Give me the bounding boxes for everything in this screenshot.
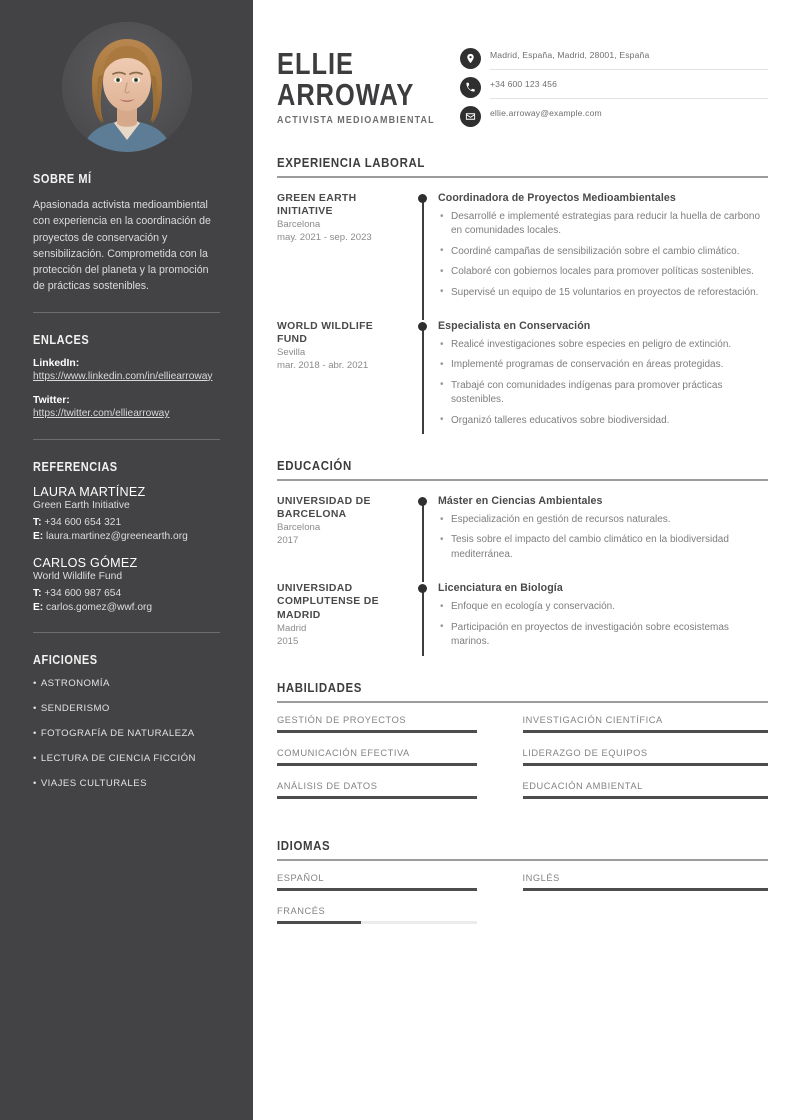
degree-title: Máster en Ciencias Ambientales	[438, 495, 603, 508]
divider	[33, 632, 220, 633]
link-item-linkedin	[33, 358, 220, 385]
school-location: Barcelona	[277, 522, 321, 534]
language-label: ESPAÑOL	[277, 873, 325, 884]
timeline-line	[422, 501, 424, 582]
skill-bar-fill	[523, 763, 769, 766]
skill-bar	[277, 796, 477, 799]
bullet-item: • Colaboré con gobiernos locales para promover políticas sostenibles.	[438, 265, 768, 279]
experience-entry	[277, 192, 768, 306]
divider	[277, 859, 768, 861]
link-label: LinkedIn:	[33, 357, 80, 369]
divider	[277, 701, 768, 703]
divider	[33, 312, 220, 313]
timeline	[415, 495, 434, 568]
experience-entry	[277, 320, 768, 434]
entry-body	[434, 320, 768, 434]
contact-list	[460, 34, 768, 131]
avatar	[62, 22, 192, 152]
reference-item	[33, 556, 220, 615]
language-bar-fill	[523, 888, 769, 891]
bullet-item: • Organizó talleres educativos sobre biodiversidad.	[438, 414, 768, 428]
last-name: ARROWAY	[277, 77, 415, 112]
languages-heading: IDIOMAS	[277, 838, 331, 854]
bullet-item: • Implementé programas de conservación en áreas protegidas.	[438, 358, 768, 372]
contact-address: Madrid, España, Madrid, 28001, España	[490, 48, 768, 70]
divider	[33, 439, 220, 440]
skill-item	[277, 715, 523, 733]
hobby-label: FOTOGRAFÍA DE NATURALEZA	[40, 727, 195, 739]
skill-bar	[523, 763, 769, 766]
skill-item	[523, 715, 769, 733]
entry-meta	[277, 582, 415, 655]
reference-phone	[33, 516, 220, 530]
contact-row-address	[460, 44, 768, 73]
reference-email	[33, 601, 220, 615]
language-bar-fill	[277, 888, 477, 891]
sidebar	[0, 0, 253, 1120]
language-label: FRANCÉS	[277, 906, 326, 917]
timeline	[415, 192, 434, 306]
timeline-line	[422, 326, 424, 434]
email-label: E:	[33, 601, 44, 613]
job-title: Coordinadora de Proyectos Medioambientales	[438, 192, 676, 204]
contact-row-phone	[460, 73, 768, 102]
email-label: E:	[33, 530, 44, 542]
language-item	[277, 873, 523, 891]
education-entry	[277, 495, 768, 568]
skill-item	[523, 748, 769, 766]
entry-meta	[277, 192, 415, 306]
education-heading: EDUCACIÓN	[277, 458, 352, 474]
about-heading: SOBRE MÍ	[33, 172, 92, 186]
name-block	[277, 34, 456, 126]
experience-section	[277, 155, 768, 434]
hobby-item	[33, 728, 220, 739]
divider	[277, 479, 768, 481]
employer-name: GREEN EARTH INITIATIVE	[277, 193, 357, 218]
hobby-label: ASTRONOMÍA	[40, 677, 110, 689]
avatar-container	[33, 22, 220, 152]
entry-body	[434, 192, 768, 306]
hobby-label: VIAJES CULTURALES	[40, 777, 147, 789]
language-bar-fill	[277, 921, 361, 924]
language-item	[277, 906, 523, 924]
skill-bar	[523, 796, 769, 799]
employer-location: Sevilla	[277, 347, 306, 359]
skill-item	[523, 781, 769, 799]
bullet-item: • Desarrollé e implementé estrategias para reducir la huella de carbono en comunidades locales.	[438, 210, 768, 239]
reference-item	[33, 485, 220, 544]
education-entry	[277, 582, 768, 655]
link-url-twitter[interactable]: https://twitter.com/elliearroway	[33, 408, 170, 420]
skills-section	[277, 680, 768, 815]
bullet-item: • Especialización en gestión de recursos naturales.	[438, 513, 768, 527]
bullet-icon: •	[33, 702, 37, 714]
employer-location: Barcelona	[277, 219, 321, 231]
link-item-twitter	[33, 395, 220, 422]
skill-label: ANÁLISIS DE DATOS	[277, 780, 378, 791]
skill-label: LIDERAZGO DE EQUIPOS	[522, 747, 648, 758]
header	[277, 34, 768, 131]
education-section	[277, 458, 768, 655]
skill-bar-fill	[523, 730, 769, 733]
timeline-line	[422, 588, 424, 655]
email-value: laura.martinez@greenearth.org	[46, 530, 188, 542]
links-section	[33, 333, 220, 440]
employment-dates: mar. 2018 - abr. 2021	[277, 360, 369, 372]
email-value: carlos.gomez@wwf.org	[46, 601, 153, 613]
entry-body	[434, 495, 768, 568]
entry-meta	[277, 495, 415, 568]
phone-value: +34 600 987 654	[44, 587, 122, 599]
school-name: UNIVERSIDAD DE BARCELONA	[277, 496, 371, 521]
links-heading: ENLACES	[33, 332, 90, 347]
timeline-dot-icon	[418, 322, 427, 331]
skill-label: INVESTIGACIÓN CIENTÍFICA	[522, 714, 663, 725]
skill-item	[277, 781, 523, 799]
skill-bar-fill	[523, 796, 769, 799]
bullet-item: • Trabajé con comunidades indígenas para promover prácticas sostenibles.	[438, 379, 768, 408]
reference-name: CARLOS GÓMEZ	[33, 555, 138, 570]
skills-heading: HABILIDADES	[277, 679, 362, 695]
skill-bar-fill	[277, 796, 477, 799]
hobby-item	[33, 778, 220, 789]
bullet-list	[438, 210, 768, 300]
languages-section	[277, 838, 768, 939]
skill-label: EDUCACIÓN AMBIENTAL	[522, 780, 643, 791]
hobby-label: LECTURA DE CIENCIA FICCIÓN	[40, 752, 196, 764]
timeline-dot-icon	[418, 497, 427, 506]
phone-label: T:	[33, 587, 42, 599]
entry-body	[434, 582, 768, 655]
school-location: Madrid	[277, 622, 307, 634]
timeline	[415, 320, 434, 434]
references-heading: REFERENCIAS	[33, 459, 118, 474]
profile-photo-illustration	[62, 22, 192, 152]
hobbies-section	[33, 653, 220, 789]
experience-heading: EXPERIENCIA LABORAL	[277, 155, 425, 170]
link-url-linkedin[interactable]: https://www.linkedin.com/in/elliearroway	[33, 370, 213, 382]
skill-bar	[523, 730, 769, 733]
bullet-item: • Realicé investigaciones sobre especies en peligro de extinción.	[438, 338, 768, 352]
bullet-list	[438, 600, 768, 649]
bullet-icon: •	[33, 777, 37, 789]
reference-phone	[33, 587, 220, 601]
bullet-list	[438, 338, 768, 428]
about-section	[33, 172, 220, 313]
timeline-line	[422, 198, 424, 320]
contact-phone: +34 600 123 456	[490, 77, 768, 99]
reference-email	[33, 530, 220, 544]
bullet-icon: •	[33, 677, 37, 689]
divider	[277, 176, 768, 178]
main-content	[253, 0, 794, 1120]
language-bar	[523, 888, 769, 891]
hobby-item	[33, 703, 220, 714]
location-pin-icon	[460, 48, 481, 69]
skills-grid	[277, 715, 768, 815]
skill-bar	[277, 730, 477, 733]
timeline-dot-icon	[418, 584, 427, 593]
entry-meta	[277, 320, 415, 434]
envelope-icon	[460, 106, 481, 127]
language-item	[523, 873, 769, 891]
first-name: ELLIE	[277, 46, 354, 81]
references-section	[33, 460, 220, 633]
bullet-icon: •	[33, 752, 37, 764]
skill-label: COMUNICACIÓN EFECTIVA	[277, 747, 410, 758]
languages-grid	[277, 873, 768, 939]
hobbies-heading: AFICIONES	[33, 652, 98, 667]
employment-dates: may. 2021 - sep. 2023	[277, 232, 372, 244]
hobby-label: SENDERISMO	[40, 702, 110, 714]
graduation-year: 2017	[277, 535, 299, 547]
bullet-item: • Supervisé un equipo de 15 voluntarios en proyectos de reforestación.	[438, 286, 768, 300]
bullet-icon: •	[33, 727, 37, 739]
hobby-item	[33, 753, 220, 764]
language-bar	[277, 921, 477, 924]
graduation-year: 2015	[277, 635, 299, 647]
bullet-item: • Coordiné campañas de sensibilización sobre el cambio climático.	[438, 245, 768, 259]
link-label: Twitter:	[33, 395, 70, 407]
bullet-item: • Tesis sobre el impacto del cambio climático en la biodiversidad mediterránea.	[438, 533, 768, 562]
reference-org: Green Earth Initiative	[33, 499, 130, 511]
phone-label: T:	[33, 516, 42, 528]
degree-title: Licenciatura en Biología	[438, 582, 563, 595]
school-name: UNIVERSIDAD COMPLUTENSE DE MADRID	[277, 583, 379, 621]
job-role: ACTIVISTA MEDIOAMBIENTAL	[277, 115, 435, 126]
reference-org: World Wildlife Fund	[33, 570, 123, 582]
hobby-item	[33, 678, 220, 689]
contact-row-email	[460, 102, 768, 131]
bullet-list	[438, 513, 768, 562]
skill-bar	[277, 763, 477, 766]
language-bar	[277, 888, 477, 891]
language-label: INGLÉS	[522, 873, 560, 884]
timeline	[415, 582, 434, 655]
employer-name: WORLD WILDLIFE FUND	[277, 321, 374, 346]
contact-email: ellie.arroway@example.com	[490, 108, 602, 118]
phone-icon	[460, 77, 481, 98]
job-title: Especialista en Conservación	[438, 320, 591, 333]
skill-label: GESTIÓN DE PROYECTOS	[277, 714, 407, 725]
skill-bar-fill	[277, 763, 477, 766]
skill-bar-fill	[277, 730, 477, 733]
about-text: Apasionada activista medioambiental con experiencia en la coordinación de proyectos de conservación y sensibilización. Comprometida con la protección del planeta y la promoción de prácticas sostenibles.	[33, 199, 211, 293]
reference-name: LAURA MARTÍNEZ	[33, 484, 146, 499]
bullet-item: • Enfoque en ecología y conservación.	[438, 600, 768, 614]
timeline-dot-icon	[418, 194, 427, 203]
skill-item	[277, 748, 523, 766]
phone-value: +34 600 654 321	[44, 516, 122, 528]
bullet-item: • Participación en proyectos de investigación sobre ecosistemas marinos.	[438, 621, 768, 650]
